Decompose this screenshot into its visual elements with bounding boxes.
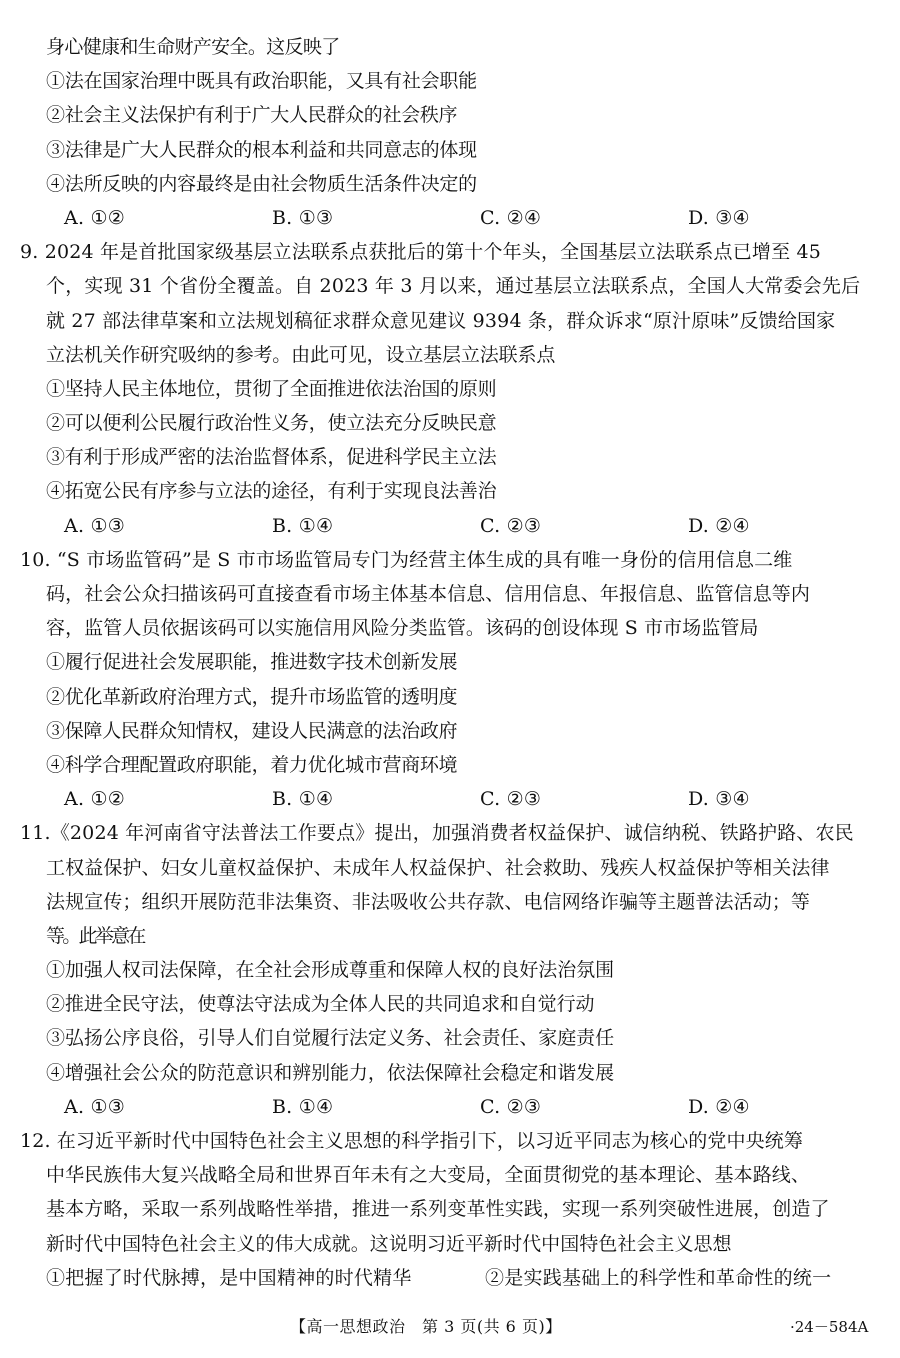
q9-item: ④拓宽公民有序参与立法的途径，有利于实现良法善治	[46, 480, 497, 503]
q11-stem-line: 法规宣传；组织开展防范非法集资、非法吸收公共存款、电信网络诈骗等主题普法活动；等	[46, 890, 811, 913]
q9-stem-line: 9. 2024 年是首批国家级基层立法联系点获批后的第十个年头，全国基层立法联系点已增至 45	[20, 241, 821, 264]
q10-option-a[interactable]: A. ①②	[64, 788, 125, 811]
q11-item: ③弘扬公序良俗，引导人们自觉履行法定义务、社会责任、家庭责任	[46, 1027, 615, 1050]
q8-item: ③法律是广大人民群众的根本利益和共同意志的体现	[46, 138, 477, 161]
q8-item: ④法所反映的内容最终是由社会物质生活条件决定的	[46, 172, 477, 195]
exam-content	[0, 30, 900, 1295]
q9-option-a[interactable]: A. ①③	[64, 514, 125, 537]
q8-stem: 身心健康和生命财产安全。这反映了	[46, 36, 340, 58]
q9-item: ②可以便利公民履行政治性义务，使立法充分反映民意	[46, 412, 497, 435]
q9-option-d[interactable]: D. ②④	[688, 514, 750, 537]
q12-stem-line: 新时代中国特色社会主义的伟大成就。这说明习近平新时代中国特色社会主义思想	[46, 1232, 732, 1255]
q10-option-c[interactable]: C. ②③	[480, 788, 542, 811]
q12-stem-line: 基本方略，采取一系列战略性举措，推进一系列变革性实践，实现一系列突破性进展，创造了	[46, 1198, 830, 1221]
q12-item: ②是实践基础上的科学性和革命性的统一	[485, 1266, 832, 1289]
footer-exam-code: ·24－584A	[790, 1318, 869, 1336]
q9-option-c[interactable]: C. ②③	[480, 514, 542, 537]
q11-stem-line: 等。此举意在	[46, 924, 144, 947]
q10-stem-line: 容，监管人员依据该码可以实施信用风险分类监管。该码的创设体现 S 市市场监管局	[46, 617, 759, 640]
q10-options	[0, 782, 900, 816]
q12-items-row	[0, 1261, 900, 1295]
q11-item: ①加强人权司法保障，在全社会形成尊重和保障人权的良好法治氛围	[46, 959, 615, 982]
q12-stem-line: 中华民族伟大复兴战略全局和世界百年未有之大变局，全面贯彻党的基本理论、基本路线、	[46, 1164, 811, 1187]
q11-item: ②推进全民守法，使尊法守法成为全体人民的共同追求和自觉行动	[46, 993, 595, 1016]
q8-option-a[interactable]: A. ①②	[64, 206, 125, 229]
q8-option-d[interactable]: D. ③④	[688, 206, 750, 229]
q9-item: ③有利于形成严密的法治监督体系，促进科学民主立法	[46, 446, 497, 469]
q10-item: ③保障人民群众知情权，建设人民满意的法治政府	[46, 719, 458, 742]
q9-option-b[interactable]: B. ①④	[272, 514, 334, 537]
footer-page-info: 【高一思想政治 第 3 页(共 6 页)】	[290, 1317, 562, 1336]
q11-item: ④增强社会公众的防范意识和辨别能力，依法保障社会稳定和谐发展	[46, 1061, 615, 1084]
q11-options	[0, 1090, 900, 1124]
q10-option-d[interactable]: D. ③④	[688, 788, 750, 811]
q9-stem-line: 立法机关作研究吸纳的参考。由此可见，设立基层立法联系点	[46, 343, 556, 366]
q10-option-b[interactable]: B. ①④	[272, 788, 334, 811]
q10-item: ①履行促进社会发展职能，推进数字技术创新发展	[46, 651, 458, 674]
q11-stem-line: 工权益保护、妇女儿童权益保护、未成年人权益保护、社会救助、残疾人权益保护等相关法律	[46, 856, 830, 879]
q9-options	[0, 509, 900, 543]
q11-option-d[interactable]: D. ②④	[688, 1095, 750, 1118]
q11-stem-line: 11.《2024 年河南省守法普法工作要点》提出，加强消费者权益保护、诚信纳税、铁路护路、农民	[20, 822, 854, 845]
q11-option-b[interactable]: B. ①④	[272, 1095, 334, 1118]
q8-option-b[interactable]: B. ①③	[272, 206, 334, 229]
q11-option-a[interactable]: A. ①③	[64, 1095, 125, 1118]
q8-item: ②社会主义法保护有利于广大人民群众的社会秩序	[46, 104, 458, 127]
q9-stem-line: 个，实现 31 个省份全覆盖。自 2023 年 3 月以来，通过基层立法联系点，全国人大常委会先后	[46, 275, 861, 298]
q9-stem-line: 就 27 部法律草案和立法规划稿征求群众意见建议 9394 条，群众诉求“原汁原味”反馈给国家	[46, 309, 836, 332]
q12-stem-line: 12. 在习近平新时代中国特色社会主义思想的科学指引下，以习近平同志为核心的党中央统筹	[20, 1130, 804, 1152]
q8-option-c[interactable]: C. ②④	[480, 206, 542, 229]
q8-options	[0, 201, 900, 235]
q9-item: ①坚持人民主体地位，贯彻了全面推进依法治国的原则	[46, 377, 497, 400]
q11-option-c[interactable]: C. ②③	[480, 1095, 542, 1118]
q10-stem-line: 码，社会公众扫描该码可直接查看市场主体基本信息、信用信息、年报信息、监管信息等内	[46, 583, 811, 605]
q10-item: ②优化革新政府治理方式，提升市场监管的透明度	[46, 685, 458, 708]
q12-item: ①把握了时代脉搏，是中国精神的时代精华	[46, 1266, 412, 1289]
q10-item: ④科学合理配置政府职能，着力优化城市营商环境	[46, 753, 458, 776]
q8-item: ①法在国家治理中既具有政治职能，又具有社会职能	[46, 70, 477, 93]
page-footer	[0, 1312, 900, 1342]
q10-stem-line: 10. “S 市场监管码”是 S 市市场监管局专门为经营主体生成的具有唯一身份的信用信息二维	[20, 548, 793, 571]
